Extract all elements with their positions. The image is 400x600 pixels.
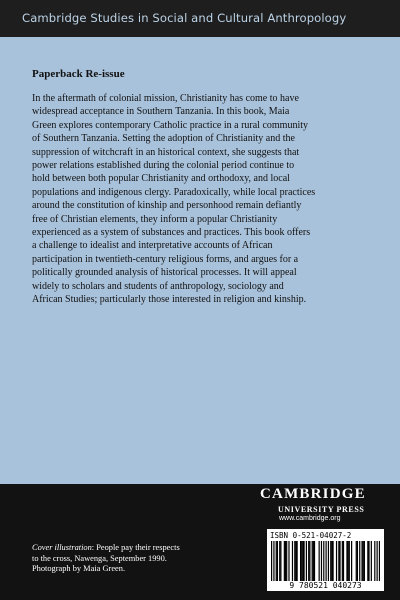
blurb-line: widely to scholars and students of anthropology, sociology and [32, 280, 284, 292]
barcode-bar [349, 541, 350, 581]
publisher-url: www.cambridge.org [279, 515, 341, 522]
barcode-bar [319, 541, 320, 581]
caption-line-2: to the cross, Nawenga, September 1990. [32, 553, 167, 563]
barcode-bar [361, 541, 362, 581]
barcode-bar [332, 541, 333, 581]
barcode-bar [302, 541, 303, 581]
caption-line-3: Photograph by Maia Green. [32, 564, 126, 573]
series-title: Cambridge Studies in Social and Cultural Anthropology [22, 11, 347, 25]
publisher-name: CAMBRIDGE [260, 486, 366, 502]
barcode-bar [351, 541, 352, 581]
barcode-bar [313, 541, 314, 581]
barcode-bar [356, 541, 357, 581]
barcode-bar [273, 541, 274, 581]
barcode-bar [301, 541, 302, 581]
blurb-line: power relations established during the colonial period continue to [32, 160, 295, 172]
barcode-bar [368, 541, 369, 581]
barcode-bar [276, 541, 277, 581]
barcode-bar [292, 541, 293, 581]
book-description [32, 92, 372, 307]
blurb-line: suppression of witchcraft in an historical context, she suggests that [32, 146, 300, 158]
blurb-line: around the constitution of kinship and personhood remain defiantly [32, 200, 302, 212]
barcode-bar [363, 541, 364, 581]
barcode-bar [346, 541, 347, 581]
barcode-bar [285, 541, 286, 581]
blurb-line: African Studies; particularly those interested in religion and kinship. [32, 294, 307, 306]
blurb-line: populations and indigenous clergy. Paradoxically, while local practices [32, 186, 316, 198]
edition-label: Paperback Re-issue [32, 68, 125, 80]
blurb-line: hold between both popular Christianity and orthodoxy, and local [32, 173, 290, 185]
barcode-bar [314, 541, 315, 581]
barcode-bar [286, 541, 287, 581]
blurb-line: widespread acceptance in Southern Tanzania. In this book, Maia [32, 106, 290, 118]
barcode-bar [328, 541, 329, 581]
barcode-bar [374, 541, 375, 581]
barcode-bar [379, 541, 380, 581]
barcode-bar [300, 541, 301, 581]
blurb-line: experienced as a system of substances and practices. This book offers [32, 227, 311, 239]
barcode-bar [312, 541, 313, 581]
barcode-bar [357, 541, 358, 581]
blurb-line: politically grounded analysis of historical processes. It will appeal [32, 267, 297, 279]
isbn-text: ISBN 0-521-04027-2 [270, 531, 352, 540]
barcode-bar [271, 541, 272, 581]
barcode-bar [288, 541, 289, 581]
barcode-bar [309, 541, 310, 581]
blurb-line: of Southern Tanzania. Setting the adoption of Christianity and the [32, 133, 295, 145]
publisher-subtitle: UNIVERSITY PRESS [278, 505, 365, 514]
barcode-bar [297, 541, 298, 581]
barcode-bar [279, 541, 280, 581]
barcode-bar [343, 541, 344, 581]
barcode-bar [338, 541, 339, 581]
barcode-bar [277, 541, 278, 581]
barcode-bar [323, 541, 324, 581]
barcode-bar [371, 541, 372, 581]
caption-line-1 [32, 543, 232, 554]
series-header-bar [0, 0, 400, 37]
blurb-line: In the aftermath of colonial mission, Christianity has come to have [32, 93, 299, 104]
barcode-bar [377, 541, 378, 581]
barcode-bar [339, 541, 340, 581]
barcode-bar [306, 541, 307, 581]
barcode-bar [359, 541, 360, 581]
barcode-bar [336, 541, 337, 581]
blurb-line: Green explores contemporary Catholic practice in a rural community [32, 119, 309, 131]
barcode-bar [295, 541, 296, 581]
barcode-bar [330, 541, 331, 581]
barcode-bar [284, 541, 285, 581]
barcode-bar [308, 541, 309, 581]
barcode-bar [280, 541, 281, 581]
barcode-bar [294, 541, 295, 581]
caption-line-1-text: : People pay their respects [91, 543, 180, 552]
barcode-bar [331, 541, 332, 581]
isbn-barcode-box [267, 529, 384, 591]
barcode-icon [271, 541, 380, 581]
barcode-bar [303, 541, 304, 581]
cover-illustration-caption [32, 543, 232, 575]
barcode-bar [321, 541, 322, 581]
barcode-number: 9 780521 040273 [289, 581, 362, 590]
barcode-bar [367, 541, 368, 581]
barcode-bar [342, 541, 343, 581]
blurb-line: participation in twentieth-century religious forms, and argues for a [32, 253, 299, 265]
barcode-bar [326, 541, 327, 581]
barcode-bar [348, 541, 349, 581]
barcode-bar [364, 541, 365, 581]
caption-label: Cover illustration [32, 543, 92, 552]
blurb-line: free of Christian elements, they inform a popular Christianity [32, 213, 278, 225]
blurb-line: a challenge to idealist and interpretative accounts of African [32, 240, 273, 252]
